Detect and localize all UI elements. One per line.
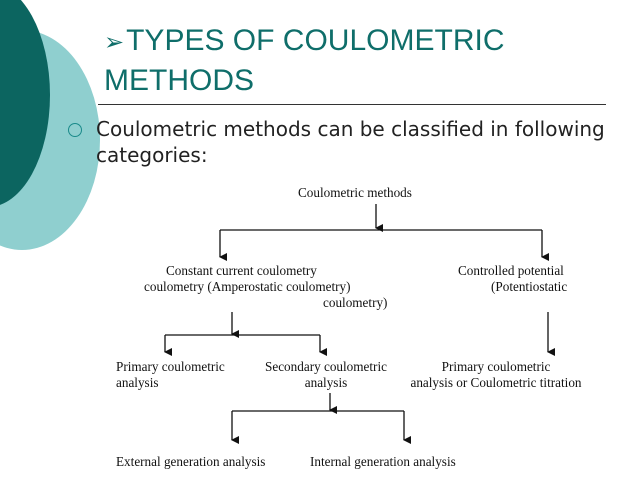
node-primary-cc-line1: Primary coulometric bbox=[116, 359, 225, 374]
arrow-bullet-icon: ➢ bbox=[104, 29, 125, 56]
bullet-text: Coulometric methods can be classified in following categories: bbox=[96, 117, 605, 167]
node-constant-current-line1: Constant current coulometry bbox=[166, 263, 317, 278]
node-controlled-potential-line1: Controlled potential bbox=[458, 263, 564, 278]
node-constant-current-line2: coulometry (Amperostatic coulometry) bbox=[144, 279, 351, 294]
node-primary-cc-line2: analysis bbox=[116, 375, 159, 390]
node-secondary-line2: analysis bbox=[304, 375, 348, 390]
title-line-1: ➢TYPES OF COULOMETRIC bbox=[104, 24, 505, 57]
node-secondary-line1: Secondary coulometric bbox=[265, 359, 387, 374]
node-root: Coulometric methods bbox=[298, 185, 412, 200]
node-internal-generation: Internal generation analysis bbox=[310, 454, 456, 469]
node-controlled-potential-line2: (Potentiostatic bbox=[491, 279, 568, 294]
node-primary-cp-line2: analysis or Coulometric titration bbox=[410, 375, 582, 390]
node-controlled-potential-line3: coulometry) bbox=[323, 295, 388, 310]
node-external-generation: External generation analysis bbox=[116, 454, 266, 469]
title-line-2: METHODS bbox=[104, 64, 254, 97]
node-primary-cp-line1: Primary coulometric bbox=[441, 359, 551, 374]
